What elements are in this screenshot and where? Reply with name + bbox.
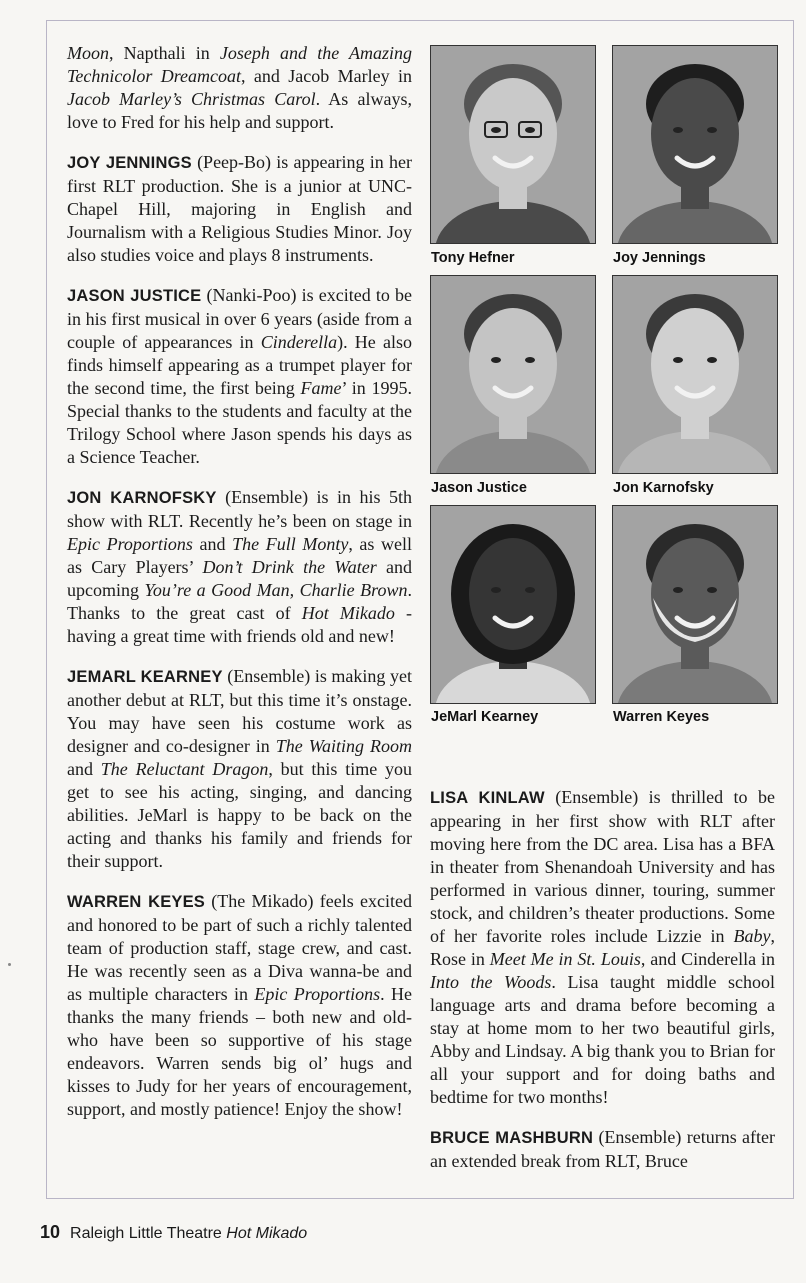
- face: [469, 78, 557, 190]
- headshot-jemarl-kearney: [430, 505, 596, 704]
- left-eye: [673, 127, 683, 133]
- bio-name: BRUCE MASHBURN: [430, 1129, 594, 1147]
- bio-text: (Ensemble) is in his 5th show with RLT. Recently he’s been on stage in Epic Proportions and The Full Monty, as well as Cary Players’ Don’t Drink the Water and upcoming You’re a Good Man, Charlie Brown. Thanks to the great cast of Hot Mikado - having a great time with friends old and new!: [67, 487, 413, 646]
- face: [469, 308, 557, 420]
- bio-name: LISA KINLAW: [430, 789, 545, 807]
- portrait-illustration: [613, 506, 777, 703]
- intro-paragraph: Moon, Napthali in Joseph and the Amazing Technicolor Dreamcoat, and Jacob Marley in Jacob Marley’s Christmas Carol. As always, love to Fred for his help and support.: [67, 43, 413, 132]
- bio-text: (Ensemble) is making yet another debut at RLT, but this time it’s onstage. You may have seen his costume work as designer and co-designer in The Waiting Room and The Reluctant Dragon, but this time you get to see his acting, singing, and dancing abilities. JeMarl is happy to be back on the acting and thanks his family and friends for their support.: [67, 666, 412, 871]
- left-text-column: [67, 42, 412, 1138]
- left-eye: [491, 357, 501, 363]
- left-eye: [673, 357, 683, 363]
- bio-jemarl-kearney: [67, 665, 412, 873]
- portrait-illustration: [613, 46, 777, 243]
- bio-name: JEMARL KEARNEY: [67, 668, 223, 686]
- headshot-warren-keyes: [612, 505, 778, 704]
- right-eye: [707, 357, 717, 363]
- scan-speck: [8, 963, 11, 966]
- right-eye: [707, 127, 717, 133]
- photo-caption: Joy Jennings: [613, 250, 706, 266]
- bio-text: (Peep-Bo) is appearing in her first RLT production. She is a junior at UNC-Chapel Hill, majoring in English and Journalism with a Religious Studies Minor. Joy also studies voice and plays 8 instruments.: [67, 152, 412, 265]
- footer-show-title: Hot Mikado: [226, 1225, 308, 1242]
- bio-name: WARREN KEYES: [67, 893, 206, 911]
- bio-text: (Ensemble) returns after an extended break from RLT, Bruce: [430, 1127, 775, 1171]
- face: [469, 538, 557, 650]
- right-text-column: [430, 786, 775, 1190]
- headshot-joy-jennings: [612, 45, 778, 244]
- right-eye: [707, 587, 717, 593]
- right-eye: [525, 127, 535, 133]
- bio-joy-jennings: [67, 151, 412, 267]
- bio-jon-karnofsky: [67, 486, 412, 648]
- portrait-illustration: [613, 276, 777, 473]
- portrait-illustration: [431, 506, 595, 703]
- page-number: 10: [40, 1222, 61, 1242]
- left-eye: [491, 127, 501, 133]
- bio-name: JASON JUSTICE: [67, 287, 202, 305]
- bio-bruce-mashburn: [430, 1126, 775, 1173]
- page-footer: [40, 1222, 307, 1243]
- right-eye: [525, 357, 535, 363]
- face: [651, 538, 739, 650]
- headshot-jon-karnofsky: [612, 275, 778, 474]
- footer-org: Raleigh Little Theatre: [70, 1225, 222, 1242]
- face: [651, 78, 739, 190]
- portrait-illustration: [431, 276, 595, 473]
- right-eye: [525, 587, 535, 593]
- bio-name: JON KARNOFSKY: [67, 489, 217, 507]
- photo-caption: Tony Hefner: [431, 250, 515, 266]
- bio-text: (The Mikado) feels excited and honored to be part of such a richly talented team of production staff, stage crew, and cast. He was recently seen as a Diva wanna-be and as multiple characters in Epic Proportions. He thanks the many friends – both new and old- who have been so supportive of his stage endeavors. Warren sends big ol’ hugs and kisses to Judy for her years of encouragement, support, and mostly patience! Enjoy the show!: [67, 891, 412, 1119]
- headshot-jason-justice: [430, 275, 596, 474]
- photo-caption: Jon Karnofsky: [613, 480, 714, 496]
- face: [651, 308, 739, 420]
- bio-text: (Ensemble) is thrilled to be appearing in her first show with RLT after moving here from the DC area. Lisa has a BFA in theater from Shenandoah University and has performed in various dinner, touring, summer stock, and children’s theater productions. Some of her favorite roles include Lizzie in Baby, Rose in Meet Me in St. Louis, and Cinderella in Into the Woods. Lisa taught middle school language arts and drama before becoming a stay at home mom to her two beautiful girls, Abby and Lindsay. A big thank you to Brian for all your support and for doing baths and bedtime for two months!: [430, 787, 775, 1107]
- photo-caption: Jason Justice: [431, 480, 527, 496]
- left-eye: [491, 587, 501, 593]
- bio-jason-justice: [67, 284, 412, 469]
- photo-caption: Warren Keyes: [613, 709, 710, 725]
- headshot-tony-hefner: [430, 45, 596, 244]
- photo-caption: JeMarl Kearney: [431, 709, 539, 725]
- portrait-illustration: [431, 46, 595, 243]
- bio-text: (Nanki-Poo) is excited to be in his first musical in over 6 years (aside from a couple of appearances in Cinderella). He also finds himself appearing as a trumpet player for the second time, the first being Fame’ in 1995. Special thanks to the students and faculty at the Trilogy School where Jason spends his days as a Science Teacher.: [67, 285, 412, 467]
- left-eye: [673, 587, 683, 593]
- bio-warren-keyes: [67, 890, 412, 1121]
- bio-lisa-kinlaw: [430, 786, 775, 1109]
- bio-name: JOY JENNINGS: [67, 154, 192, 172]
